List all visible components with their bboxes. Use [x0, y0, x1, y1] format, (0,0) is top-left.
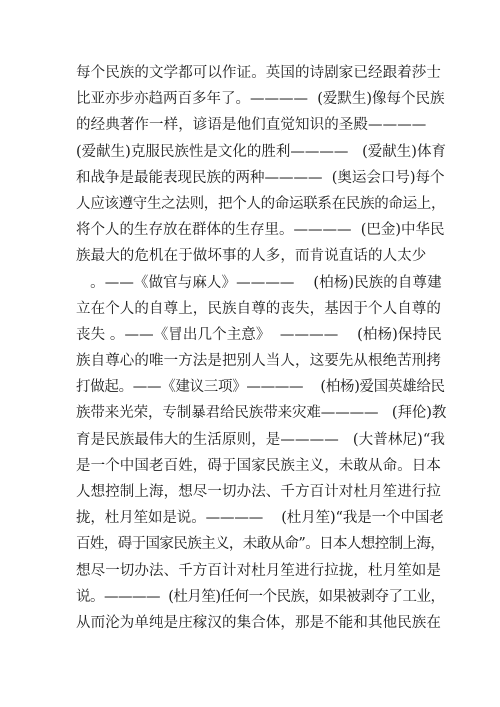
text-line: 族带来光荣，专制暴君给民族带来灾难———— (拜伦)教: [76, 405, 447, 422]
text-line: 的经典著作一样，谚语是他们直觉知识的圣殿————: [76, 117, 427, 134]
text-line: 从而沦为单纯是庄稼汉的集合体，那是不能和其他民族在: [76, 614, 441, 631]
text-line: 人想控制上海，想尽一切办法、千方百计对杜月笙进行拉: [76, 484, 441, 500]
text-line: 丧失 。——《冒出几个主意》 ———— (柏杨)保持民: [76, 326, 442, 343]
text-line: 想尽一切办法、千方百计对杜月笙进行拉拢，杜月笙如是: [76, 562, 441, 579]
quote-text-block: [76, 60, 446, 636]
text-line: 比亚亦步亦趋两百多年了。———— (爱默生)像每个民族: [76, 91, 445, 108]
text-line: (爱献生)克服民族性是文化的胜利———— (爱献生)体育: [76, 143, 446, 160]
text-line: 百姓，碍于国家民族主义，未敢从命”。日本人想控制上海，: [76, 536, 445, 553]
text-line: 立在个人的自尊上，民族自尊的丧失，基因于个人自尊的: [76, 300, 441, 317]
text-line: 每个民族的文学都可以作证。英国的诗剧家已经跟着莎士: [76, 65, 441, 81]
text-line: 将个人的生存放在群体的生存里。———— (巴金)中华民: [76, 222, 445, 239]
text-line: 拢，杜月笙如是说。———— (杜月笙)“我是一个中国老: [76, 510, 444, 527]
text-line: 。——《做官与麻人》———— (柏杨)民族的自尊建: [76, 274, 442, 291]
text-line: 打做起。——《建议三项》———— (柏杨)爱国英雄给民: [76, 379, 445, 396]
text-line: 族最大的危机在于做坏事的人多，而肯说直话的人太少: [76, 248, 427, 265]
text-line: 是一个中国老百姓，碍于国家民族主义，未敢从命。日本: [76, 457, 441, 474]
text-line: 育是民族最伟大的生活原则，是———— (大普林尼)“我: [76, 431, 445, 448]
text-line: 和战争是最能表现民族的两种———— (奥运会口号)每个: [76, 169, 445, 186]
text-line: 人应该遵守生之法则，把个人的命运联系在民族的命运上，: [76, 195, 446, 212]
text-line: 说。———— (杜月笙)任何一个民族，如果被剥夺了工业，: [76, 588, 445, 605]
text-line: 族自尊心的唯一方法是把别人当人，这要先从根绝苦刑拷: [76, 353, 441, 370]
